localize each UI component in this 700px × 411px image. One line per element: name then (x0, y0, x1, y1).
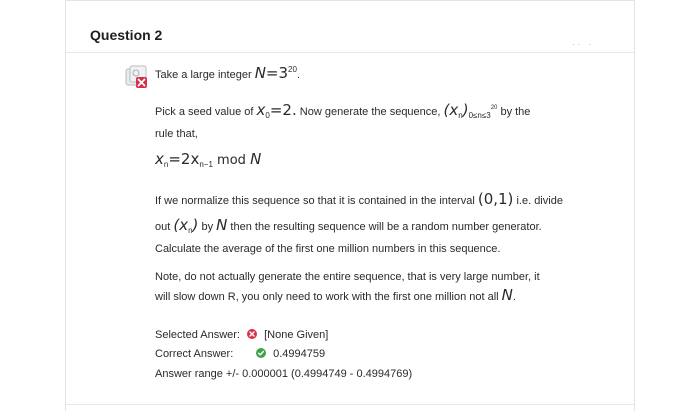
correct-answer-label: Correct Answer: (155, 348, 234, 360)
selected-answer-label: Selected Answer: (155, 329, 240, 341)
incorrect-icon (122, 63, 154, 95)
question-intro: Take a large integer $N=3^{20}$. (155, 64, 301, 82)
question-title: Question 2 (90, 27, 163, 43)
selected-answer-row (155, 329, 328, 341)
answer-range: Answer range +/- 0.000001 (0.4994749 - 0.4994769) (155, 368, 413, 380)
selected-answer-value: [None Given] (264, 329, 329, 341)
calculate-line: Calculate the average of the first one million numbers in this sequence. (155, 243, 501, 255)
check-circle-icon (256, 348, 266, 358)
note-line-1: Note, do not actually generate the entire sequence, that is very large number, it (155, 271, 540, 283)
correct-answer-value: 0.4994759 (273, 348, 326, 360)
more-dots-icon: ·· · (572, 40, 595, 49)
rule-line: rule that, (155, 128, 198, 140)
footer-divider (65, 404, 635, 405)
normalize-line-2: out $(x_n)$ by N then the resulting sequence will be a random number generator. (155, 216, 542, 235)
seed-line: Pick a seed value of $x_0=2$. Now generate the sequence, $(x_n)_{0\le n\le 3}^{20}$ by the (155, 101, 531, 120)
correct-answer-row (155, 348, 325, 360)
normalize-line-1: If we normalize this sequence so that it is contained in the interval (0,1) i.e. divide (155, 190, 563, 208)
x-circle-icon (247, 329, 257, 339)
note-line-2: will slow down R, you only need to work with the first one million not all N. (155, 286, 516, 304)
recurrence-formula: $x_n=2x_{n-1}$ mod N (155, 150, 262, 169)
header-divider (65, 52, 635, 53)
